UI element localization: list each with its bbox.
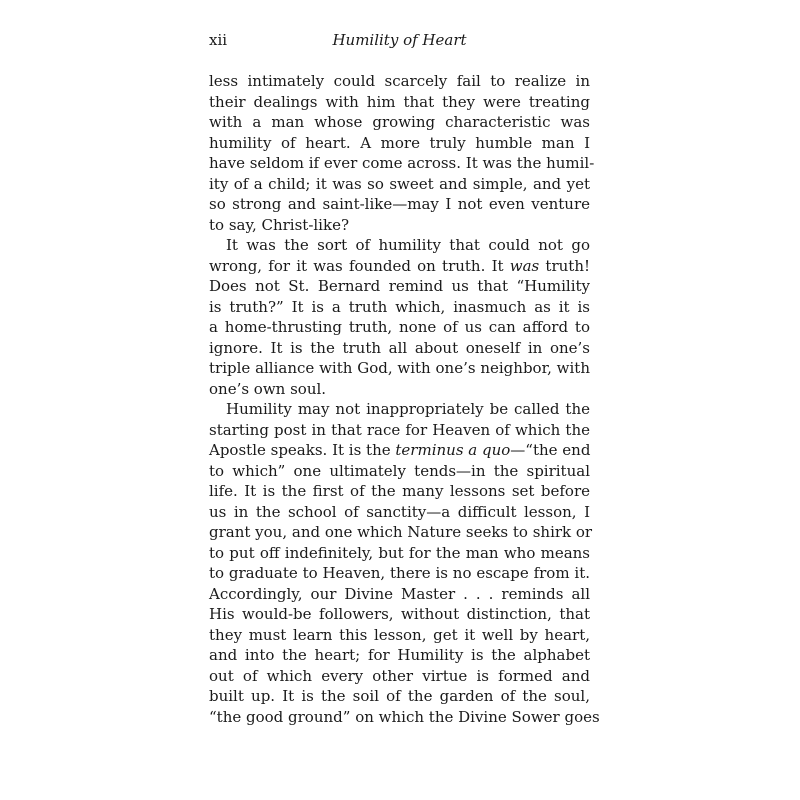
text-line (209, 297, 590, 318)
text-segment: triple alliance with God, with one’s neighbor, with (209, 359, 590, 377)
text-segment: to say, Christ-like? (209, 215, 349, 234)
text-line (209, 276, 590, 297)
text-line (209, 604, 590, 625)
text-line (209, 235, 590, 256)
text-segment: so strong and saint-like—may I not even venture (209, 195, 590, 213)
text-line (209, 502, 590, 523)
text-segment: to graduate to Heaven, there is no escape from it. (209, 564, 590, 582)
italic-text: was (509, 256, 540, 275)
text-segment: —“the end (510, 441, 591, 459)
text-line (209, 686, 590, 707)
text-segment: one’s own soul. (209, 379, 327, 398)
text-segment: Humility may not inappropriately be called the (226, 400, 590, 418)
text-segment: humility of heart. A more truly humble man I (209, 133, 590, 152)
paragraph (209, 235, 590, 399)
text-segment: built up. It is the soil of the garden of the soul, (209, 687, 590, 705)
text-line (209, 174, 590, 195)
text-segment: to which” one ultimately tends—in the spiritual (209, 461, 590, 480)
text-line (209, 543, 590, 564)
running-title: Humility of Heart (332, 31, 467, 49)
text-segment: Apostle speaks. It is the (209, 441, 396, 459)
text-segment: It was the sort of humility that could not go (226, 236, 590, 254)
text-line (209, 461, 590, 482)
text-line (209, 194, 590, 215)
text-segment: their dealings with him that they were treating (209, 92, 590, 111)
text-line (209, 522, 593, 543)
text-line (209, 215, 590, 236)
text-segment: truth! (539, 256, 591, 275)
text-segment: out of which every other virtue is formed and (209, 666, 590, 685)
text-line (209, 71, 590, 92)
text-segment: ignore. It is the truth all about oneself in one’s (209, 338, 590, 357)
text-line (209, 399, 590, 420)
text-segment: they must learn this lesson, get it well by heart, (209, 625, 590, 644)
text-segment: and into the heart; for Humility is the alphabet (209, 646, 590, 664)
text-line (209, 153, 595, 174)
text-line (209, 625, 590, 646)
text-line (209, 440, 590, 461)
text-line (209, 358, 590, 379)
text-line (209, 481, 590, 502)
text-segment: to put off indefinitely, but for the man who means (209, 543, 590, 562)
text-segment: wrong, for it was founded on truth. It (209, 256, 510, 275)
text-line (209, 317, 590, 338)
text-segment: “the good ground” on which the Divine Sower goes (209, 707, 600, 726)
text-segment: less intimately could scarcely fail to realize in (209, 72, 590, 90)
text-segment: ity of a child; it was so sweet and simple, and yet (209, 174, 590, 193)
text-segment: Does not St. Bernard remind us that “Humility (209, 277, 590, 295)
text-line (209, 338, 590, 359)
paragraph (209, 71, 595, 235)
text-line (209, 420, 590, 441)
text-line (209, 666, 590, 687)
text-segment: grant you, and one which Nature seeks to shirk or (209, 523, 593, 541)
text-line (209, 563, 590, 584)
text-segment: starting post in that race for Heaven of which the (209, 420, 590, 439)
text-segment: Accordingly, our Divine Master . . . reminds all (209, 584, 590, 603)
text-segment: with a man whose growing characteristic was (209, 113, 590, 131)
body-text (209, 71, 600, 727)
page-number: xii (209, 31, 228, 49)
text-segment: us in the school of sanctity—a difficult lesson, I (209, 502, 590, 521)
text-line (209, 92, 590, 113)
text-line (209, 256, 590, 277)
text-line (209, 379, 590, 400)
text-segment: is truth?” It is a truth which, inasmuch as it is (209, 297, 590, 316)
italic-text: terminus a quo (395, 441, 511, 459)
paragraph (209, 399, 600, 727)
text-line (209, 112, 590, 133)
page-header (209, 31, 590, 53)
text-line (209, 133, 590, 154)
text-line (209, 645, 590, 666)
text-segment: His would-be followers, without distinction, that (209, 605, 590, 623)
text-segment: life. It is the first of the many lessons set before (209, 482, 590, 500)
text-segment: have seldom if ever come across. It was the humil- (209, 154, 595, 172)
text-segment: a home-thrusting truth, none of us can afford to (209, 318, 590, 336)
text-line (209, 707, 600, 728)
text-line (209, 584, 590, 605)
